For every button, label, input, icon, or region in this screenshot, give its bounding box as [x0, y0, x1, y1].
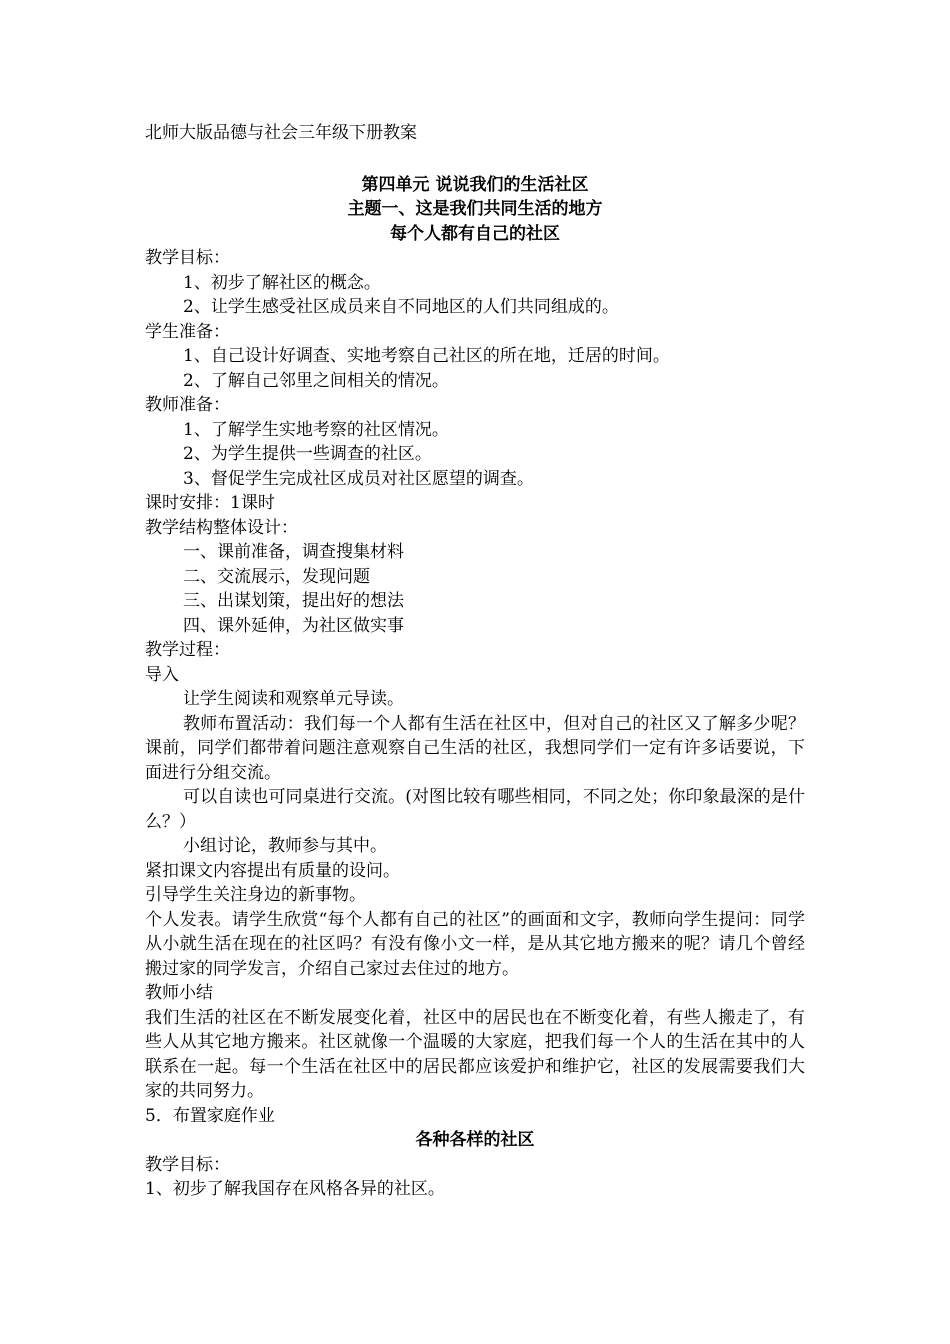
goals-label: 教学目标： — [145, 248, 230, 268]
theme-title: 主题一、这是我们共同生活的地方 — [347, 199, 603, 219]
document-page — [145, 121, 805, 1202]
process-paragraph: 可以自读也可同桌进行交流。(对图比较有哪些相同，不同之处；你印象最深的是什么？） — [145, 787, 805, 832]
summary-paragraph: 我们生活的社区在不断发展变化着，社区中的居民也在不断变化着，有些人搬走了，有些人从其它地方搬来。社区就像一个温暖的大家庭，把我们每一个人的生活在其中的人联系在一起。每一个生活在社区中的居民都应该爱护和维护它，社区的发展需要我们大家的共同努力。 — [145, 1007, 805, 1101]
summary-label: 教师小结 — [145, 983, 213, 1003]
process-label: 教学过程： — [145, 640, 230, 660]
lesson-title: 各种各样的社区 — [415, 1130, 535, 1150]
intro-label: 导入 — [145, 664, 179, 685]
process-paragraph: 个人发表。请学生欣赏“每个人都有自己的社区”的画面和文字，教师向学生提问：同学从小就生活在现在的社区吗？有没有像小文一样，是从其它地方搬来的呢？请几个曾经搬过家的同学发言，介绍自己家过去住过的地方。 — [145, 909, 805, 979]
structure-label: 教学结构整体设计： — [145, 517, 298, 538]
lesson-title: 每个人都有自己的社区 — [390, 223, 560, 244]
structure-item: 四、课外延伸，为社区做实事 — [183, 615, 404, 636]
goal-item: 2、让学生感受社区成员来自不同地区的人们共同组成的。 — [183, 297, 619, 317]
teacher-prep-item: 2、为学生提供一些调查的社区。 — [183, 444, 432, 464]
student-prep-item: 2、了解自己邻里之间相关的情况。 — [183, 370, 449, 391]
process-paragraph: 小组讨论，教师参与其中。 — [183, 836, 387, 856]
document-title: 北师大版品德与社会三年级下册教案 — [145, 123, 417, 143]
teacher-prep-item: 3、督促学生完成社区成员对社区愿望的调查。 — [183, 468, 534, 489]
teacher-prep-label: 教师准备： — [145, 395, 230, 415]
schedule: 课时安排：1课时 — [145, 493, 275, 513]
structure-item: 一、课前准备，调查搜集材料 — [183, 542, 404, 562]
teacher-prep-item: 1、了解学生实地考察的社区情况。 — [183, 419, 449, 440]
unit-title: 第四单元 说说我们的生活社区 — [361, 174, 589, 195]
goal-item: 1、初步了解我国存在风格各异的社区。 — [145, 1179, 445, 1199]
process-paragraph: 教师布置活动：我们每一个人都有生活在社区中，但对自己的社区又了解多少呢？课前，同学们都带着问题注意观察自己生活的社区，我想同学们一定有许多话要说，下面进行分组交流。 — [145, 713, 805, 783]
structure-item: 二、交流展示，发现问题 — [183, 566, 370, 587]
goal-item: 1、初步了解社区的概念。 — [183, 272, 381, 293]
student-prep-item: 1、自己设计好调查、实地考察自己社区的所在地，迁居的时间。 — [183, 346, 670, 366]
process-paragraph: 引导学生关注身边的新事物。 — [145, 885, 366, 905]
goals-label: 教学目标： — [145, 1154, 230, 1175]
homework: 5．布置家庭作业 — [145, 1105, 275, 1126]
structure-item: 三、出谋划策，提出好的想法 — [183, 591, 404, 611]
student-prep-label: 学生准备： — [145, 321, 230, 342]
process-paragraph: 紧扣课文内容提出有质量的设问。 — [145, 860, 400, 881]
process-paragraph: 让学生阅读和观察单元导读。 — [183, 689, 404, 709]
